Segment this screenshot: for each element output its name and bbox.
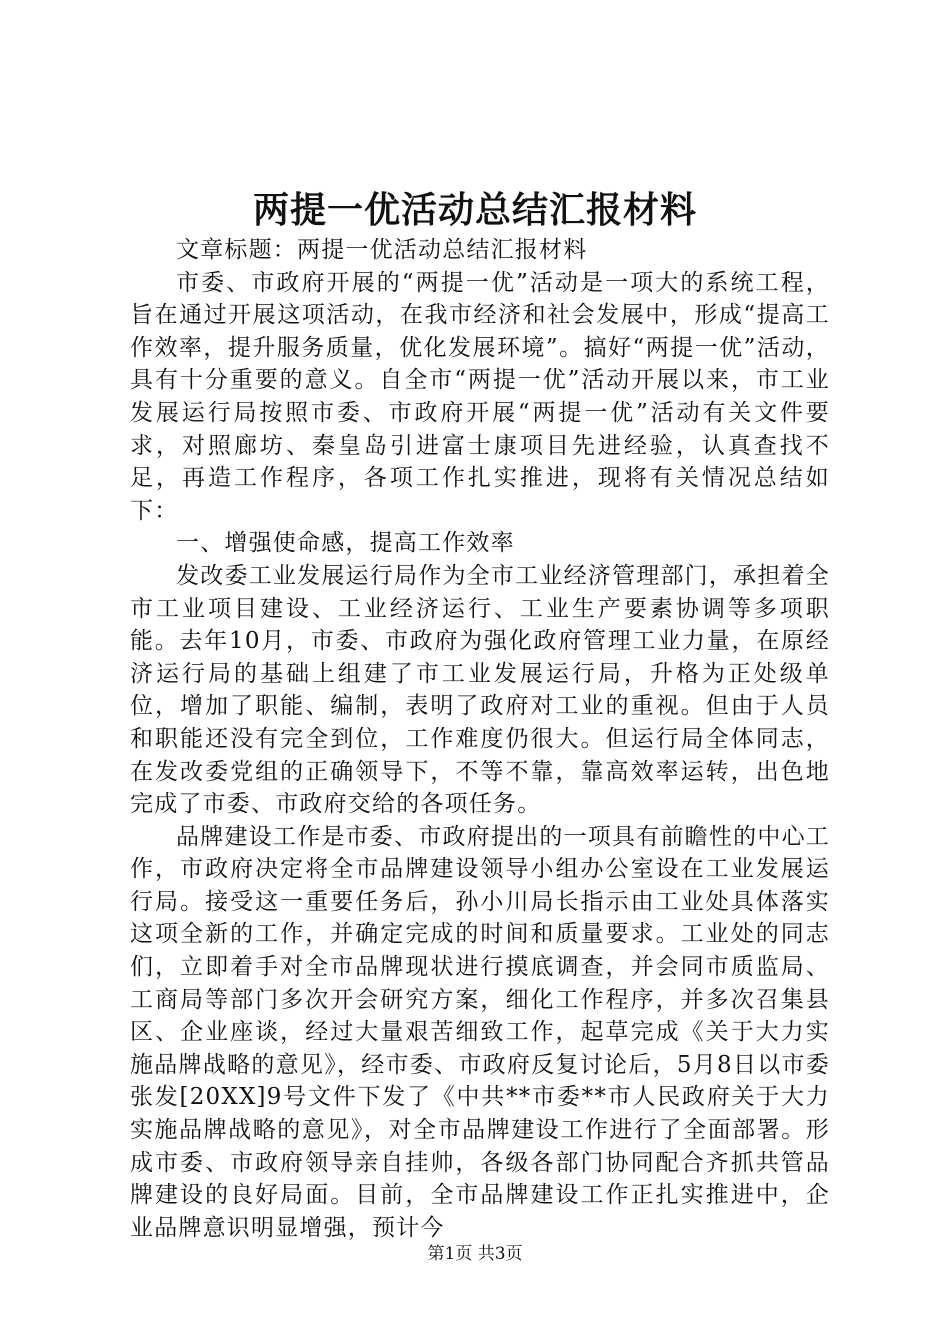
page-number-footer: 第1页 共3页 <box>427 1244 523 1264</box>
intro-paragraph: 市委、市政府开展的“两提一优”活动是一项大的系统工程，旨在通过开展这项活动，在我市经济和社会发展中，形成“提高工作效率，提升服务质量，优化发展环境”。搞好“两提一优”活动，具有十分重要的意义。自全市“两提一优”活动开展以来，市工业发展运行局按照市委、市政府开展“两提一优”活动有关文件要求，对照廊坊、秦皇岛引进富士康项目先进经验，认真查找不足，再造工作程序，各项工作扎实推进，现将有关情况总结如下： <box>130 269 830 524</box>
body-paragraph: 品牌建设工作是市委、市政府提出的一项具有前瞻性的中心工作，市政府决定将全市品牌建设领导小组办公室设在工业发展运行局。接受这一重要任务后，孙小川局长指示由工业处具体落实这项全新的工作，并确定完成的时间和质量要求。工业处的同志们，立即着手对全市品牌现状进行摸底调查，并会同市质监局、工商局等部门多次开会研究方案，细化工作程序，并多次召集县区、企业座谈，经过大量艰苦细致工作，起草完成《关于大力实施品牌战略的意见》，经市委、市政府反复讨论后，5月8日以市委张发[20XX]9号文件下发了《中共**市委**市人民政府关于大力实施品牌战略的意见》，对全市品牌建设工作进行了全面部署。形成市委、市政府领导亲自挂帅，各级各部门协同配合齐抓共管品牌建设的良好局面。目前，全市品牌建设工作正扎实推进中，企业品牌意识明显增强，预计今 <box>130 823 830 1241</box>
body-paragraph: 发改委工业发展运行局作为全市工业经济管理部门，承担着全市工业项目建设、工业经济运行、工业生产要素协调等多项职能。去年10月，市委、市政府为强化政府管理工业力量，在原经济运行局的基础上组建了市工业发展运行局，升格为正处级单位，增加了职能、编制，表明了政府对工业的重视。但由于人员和职能还没有完全到位，工作难度仍很大。但运行局全体同志，在发改委党组的正确领导下，不等不靠，靠高效率运转，出色地完成了市委、市政府交给的各项任务。 <box>130 562 830 818</box>
section-heading: 一、增强使命感，提高工作效率 <box>176 530 515 557</box>
document-body <box>130 234 830 1244</box>
article-title-line: 文章标题：两提一优活动总结汇报材料 <box>176 237 588 263</box>
document-title: 两提一优活动总结汇报材料 <box>252 189 697 231</box>
